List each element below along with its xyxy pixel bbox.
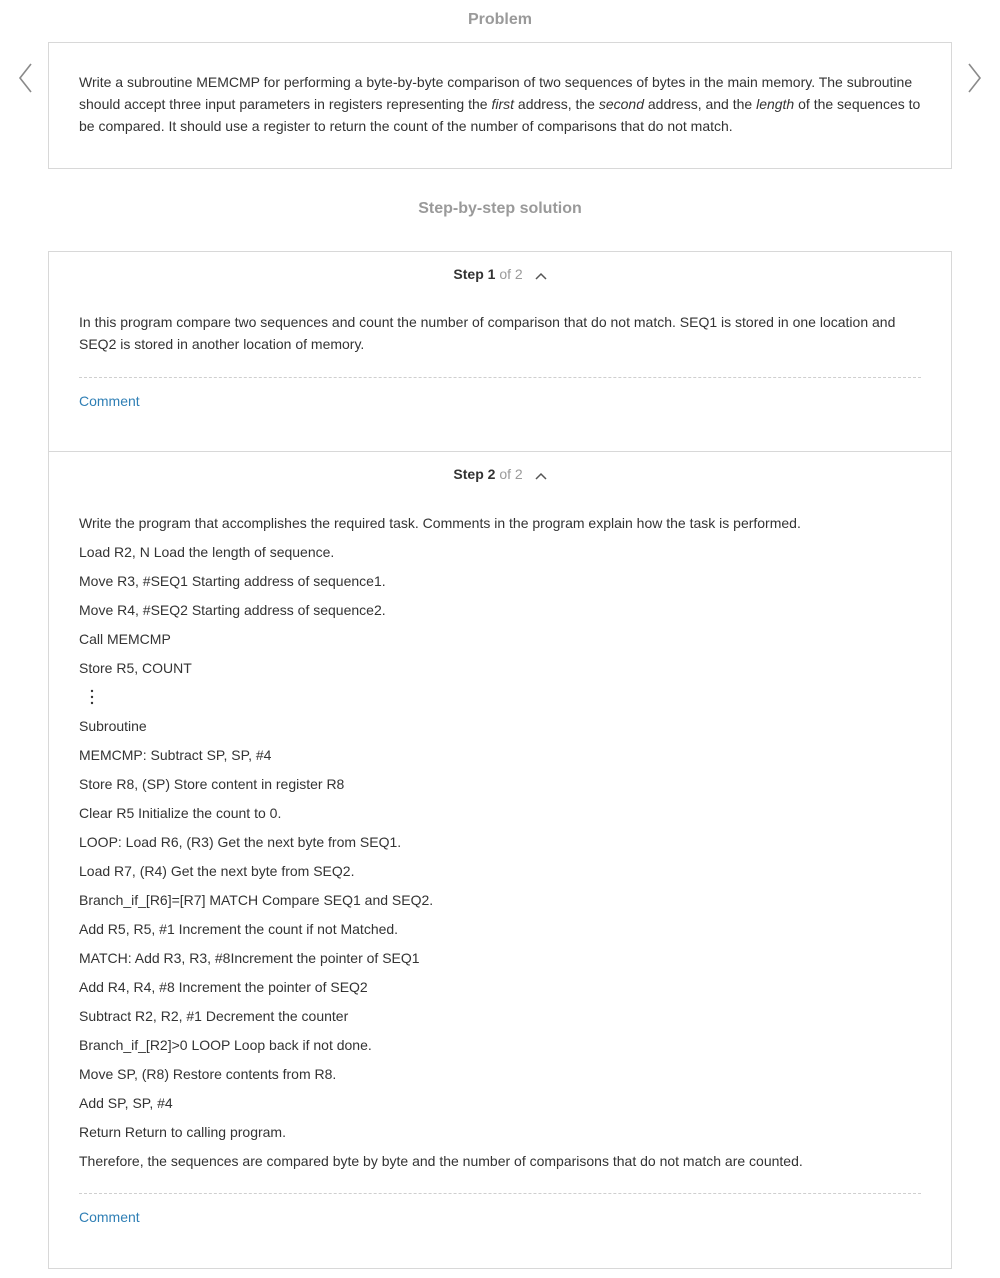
code-line: Load R7, (R4) Get the next byte from SEQ2. — [79, 863, 355, 879]
step-2 — [49, 452, 951, 1267]
step-total: of 2 — [499, 466, 523, 482]
problem-text-emphasis-first: first — [491, 96, 515, 112]
code-line: MATCH: Add R3, R3, #8Increment the pointer of SEQ1 — [79, 950, 420, 966]
step-number: Step 2 — [453, 466, 496, 482]
vertical-ellipsis-icon — [79, 686, 929, 715]
chevron-up-icon[interactable] — [535, 472, 547, 480]
code-line: Subtract R2, R2, #1 Decrement the counter — [79, 1008, 349, 1024]
code-line: MEMCMP: Subtract SP, SP, #4 — [79, 747, 272, 763]
code-line: Branch_if_[R2]>0 LOOP Loop back if not done. — [79, 1037, 372, 1053]
code-line: Add SP, SP, #4 — [79, 1095, 173, 1111]
step-2-header[interactable] — [49, 465, 951, 483]
code-line: Return Return to calling program. — [79, 1124, 286, 1140]
code-line: Call MEMCMP — [79, 631, 171, 647]
code-line: Clear R5 Initialize the count to 0. — [79, 805, 282, 821]
code-line: Move R4, #SEQ2 Starting address of sequence2. — [79, 602, 386, 618]
problem-text-emphasis-length: length — [756, 96, 795, 112]
code-line: Load R2, N Load the length of sequence. — [79, 544, 335, 560]
chevron-right-icon[interactable] — [964, 60, 984, 96]
divider — [79, 1193, 921, 1194]
step-total: of 2 — [499, 266, 523, 282]
problem-text-part: address, and the — [644, 96, 757, 112]
code-line: Subroutine — [79, 718, 147, 734]
step-1-body: In this program compare two sequences and count the number of comparison that do not match. SEQ1 is stored in one location and SEQ2 is stored in another location of memory. — [79, 314, 896, 352]
solution-heading: Step-by-step solution — [418, 200, 582, 217]
problem-text — [79, 71, 929, 137]
code-line: Move R3, #SEQ1 Starting address of sequence1. — [79, 573, 386, 589]
divider — [79, 377, 921, 378]
step-number: Step 1 — [453, 266, 496, 282]
comment-link[interactable]: Comment — [79, 1209, 140, 1225]
problem-text-part: address, the — [514, 96, 599, 112]
step-2-body — [79, 512, 929, 1179]
code-line: LOOP: Load R6, (R3) Get the next byte from SEQ1. — [79, 834, 402, 850]
code-line: Add R5, R5, #1 Increment the count if not Matched. — [79, 921, 399, 937]
step-1-header[interactable] — [49, 265, 951, 283]
code-line: Store R5, COUNT — [79, 660, 192, 676]
problem-text-part: Write a subroutine MEMCMP for performing a byte-by-byte comparison of two sequences of bytes in the main memory. The subroutine should accept three input parameters in registers representing the — [79, 74, 913, 112]
comment-link[interactable]: Comment — [79, 393, 140, 409]
problem-text-emphasis-second: second — [598, 96, 644, 112]
step-1 — [49, 252, 951, 452]
step-2-conclusion: Therefore, the sequences are compared byte by byte and the number of comparisons that do not match are counted. — [79, 1153, 803, 1169]
step-2-intro: Write the program that accomplishes the required task. Comments in the program explain how the task is performed. — [79, 515, 801, 531]
code-line: Store R8, (SP) Store content in register R8 — [79, 776, 345, 792]
problem-card — [48, 42, 952, 169]
code-line: Add R4, R4, #8 Increment the pointer of SEQ2 — [79, 979, 368, 995]
problem-text-part: of the sequences to be compared. It should use a register to return the count of the number of comparisons that do not match. — [79, 96, 921, 134]
code-line: Move SP, (R8) Restore contents from R8. — [79, 1066, 337, 1082]
chevron-left-icon[interactable] — [16, 60, 36, 96]
solution-card — [48, 251, 952, 1269]
chevron-up-icon[interactable] — [535, 272, 547, 280]
code-line: Branch_if_[R6]=[R7] MATCH Compare SEQ1 and SEQ2. — [79, 892, 434, 908]
problem-heading: Problem — [467, 11, 532, 28]
